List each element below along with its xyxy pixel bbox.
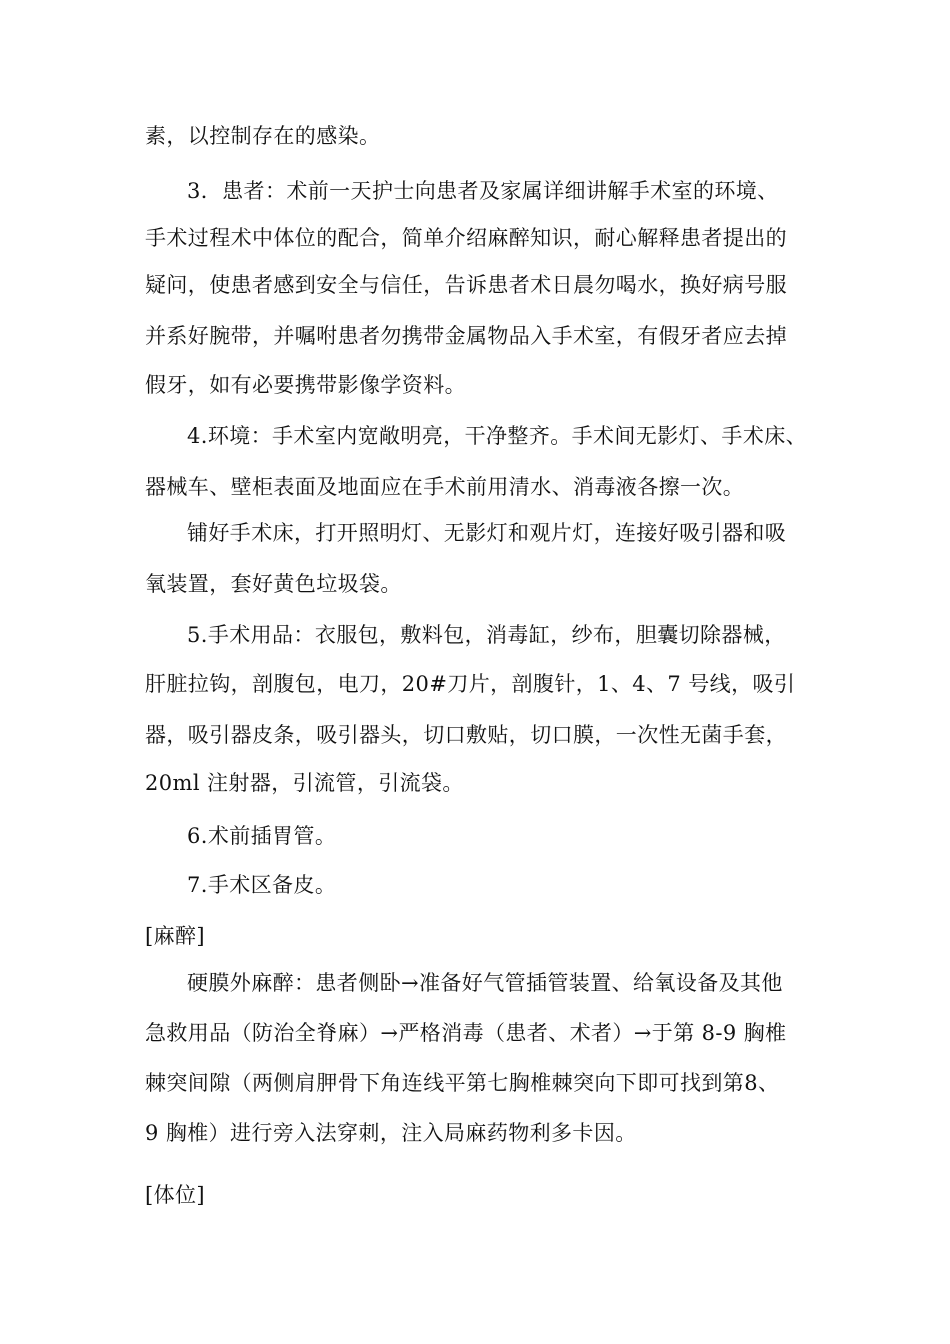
text-line: 氧装置，套好黄色垃圾袋。 bbox=[145, 572, 402, 596]
text-line: 硬膜外麻醉：患者侧卧→准备好气管插管装置、给氧设备及其他 bbox=[187, 971, 783, 995]
section-heading: [麻醉] bbox=[145, 924, 205, 948]
text-line: 肝脏拉钩，剖腹包，电刀，20#刀片，剖腹针，1、4、7 号线，吸引 bbox=[145, 672, 796, 696]
text-line: 并系好腕带，并嘱咐患者勿携带金属物品入手术室，有假牙者应去掉 bbox=[145, 324, 787, 348]
text-line: 铺好手术床，打开照明灯、无影灯和观片灯，连接好吸引器和吸 bbox=[187, 521, 787, 545]
section-heading: [体位] bbox=[145, 1183, 205, 1207]
text-line: 手术过程术中体位的配合，简单介绍麻醉知识，耐心解释患者提出的 bbox=[145, 226, 787, 250]
text-line: 7.手术区备皮。 bbox=[187, 873, 337, 897]
text-line: 疑问，使患者感到安全与信任，告诉患者术日晨勿喝水，换好病号服 bbox=[145, 273, 787, 297]
text-line: 5.手术用品：衣服包，敷料包，消毒缸，纱布，胆囊切除器械， bbox=[187, 623, 786, 647]
text-line: 4.环境：手术室内宽敞明亮，干净整齐。手术间无影灯、手术床、 bbox=[187, 424, 808, 448]
text-line: 假牙，如有必要携带影像学资料。 bbox=[145, 373, 466, 397]
text-line: 棘突间隙（两侧肩胛骨下角连线平第七胸椎棘突向下即可找到第8、 bbox=[145, 1071, 780, 1095]
text-line: 器械车、壁柜表面及地面应在手术前用清水、消毒液各擦一次。 bbox=[145, 475, 745, 499]
text-line: 器，吸引器皮条，吸引器头，切口敷贴，切口膜，一次性无菌手套， bbox=[145, 723, 787, 747]
text-line: 9 胸椎）进行旁入法穿刺，注入局麻药物利多卡因。 bbox=[145, 1121, 637, 1145]
text-line: 6.术前插胃管。 bbox=[187, 824, 337, 848]
text-line: 急救用品（防治全脊麻）→严格消毒（患者、术者）→于第 8-9 胸椎 bbox=[145, 1021, 787, 1045]
text-line: 3．患者：术前一天护士向患者及家属详细讲解手术室的环境、 bbox=[187, 179, 779, 203]
text-line: 20ml 注射器，引流管，引流袋。 bbox=[145, 771, 464, 795]
text-line: 素，以控制存在的感染。 bbox=[145, 124, 381, 148]
